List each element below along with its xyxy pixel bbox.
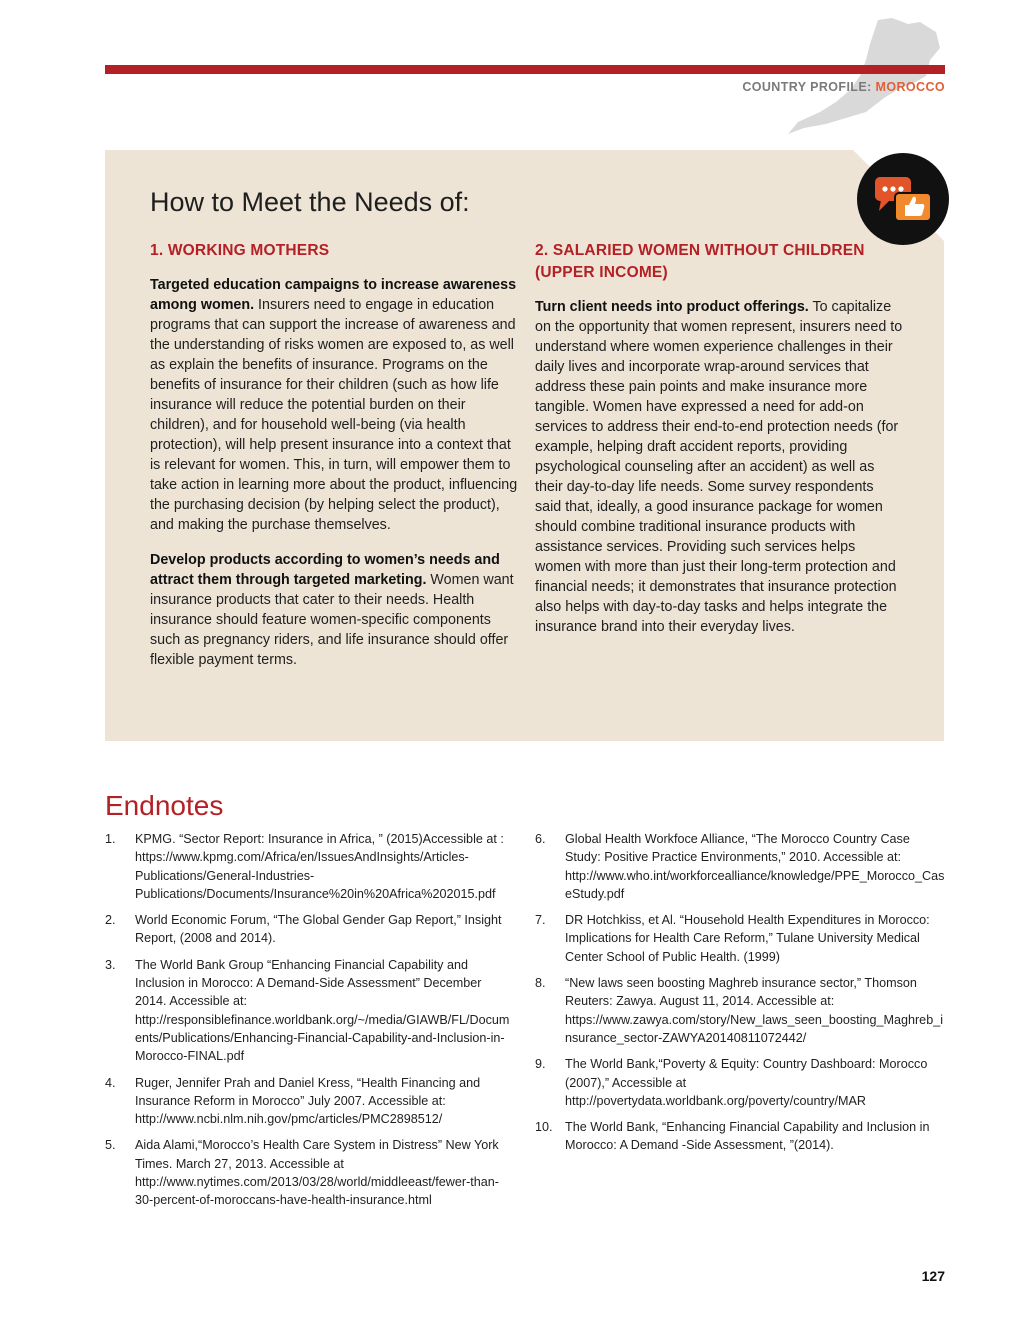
- working-mothers-column: [150, 240, 518, 670]
- endnote-text: DR Hotchkiss, et Al. “Household Health Expenditures in Morocco: Implications for Health Care Reform,” Tulane University Medical Center School of Public Health. (1999): [565, 913, 930, 964]
- endnote-item: [105, 1074, 515, 1129]
- country-name: MOROCCO: [875, 80, 945, 94]
- client-needs-paragraph: [535, 297, 903, 637]
- client-needs-lead: Turn client needs into product offerings.: [535, 299, 809, 315]
- page-number: 127: [921, 1268, 945, 1284]
- endnote-number: 5.: [105, 1138, 116, 1153]
- endnote-text: The World Bank,“Poverty & Equity: Country Dashboard: Morocco (2007),” Accessible at http://povertydata.worldbank.org/poverty/country/MAR: [565, 1057, 928, 1108]
- endnote-number: 8.: [535, 976, 546, 991]
- endnote-item: [535, 1118, 945, 1155]
- endnote-item: [535, 911, 945, 966]
- endnote-item: [105, 956, 515, 1066]
- education-campaigns-paragraph: [150, 275, 518, 535]
- working-mothers-heading: 1. WORKING MOTHERS: [150, 242, 330, 259]
- country-profile-prefix: COUNTRY PROFILE:: [742, 80, 876, 94]
- education-campaigns-text: Insurers need to engage in education programs that can support the increase of awareness and the understanding of risks women are exposed to, as well as explain the benefits of insurance. Programs on the benefits of insurance for their children (such as how life insurance will reduce the potential burden on their children), and for household well-being (via health protection), will help present insurance into a context that is relevant for women. This, in turn, will empower them to take action in learning more about the product, influencing the purchasing decision (by helping select the product), and making the purchase themselves.: [150, 297, 518, 533]
- endnote-text: KPMG. “Sector Report: Insurance in Africa, ” (2015)Accessible at : https://www.kpmg.com/Africa/en/IssuesAndInsights/Articles-Publications/General-Industries-Publications/Documents/Insurance%20in%20Africa%202015.pdf: [135, 832, 504, 901]
- endnote-item: [105, 1136, 515, 1209]
- endnote-number: 3.: [105, 957, 116, 972]
- endnote-text: World Economic Forum, “The Global Gender Gap Report,” Insight Report, (2008 and 2014).: [135, 913, 502, 946]
- endnote-number: 9.: [535, 1057, 546, 1072]
- endnote-item: [105, 830, 515, 903]
- endnote-text: The World Bank, “Enhancing Financial Capability and Inclusion in Morocco: A Demand -Side Assessment, ”(2014).: [565, 1120, 930, 1153]
- endnote-item: [535, 1055, 945, 1110]
- endnote-number: 7.: [535, 913, 546, 928]
- endnote-text: “New laws seen boosting Maghreb insurance sector,” Thomson Reuters: Zawya. August 11, 2014. Accessible at: https://www.zawya.com/story/New_laws_seen_boosting_Maghreb_insurance_sector-ZAWYA20140811072442/: [565, 976, 943, 1045]
- endnote-text: Ruger, Jennifer Prah and Daniel Kress, “Health Financing and Insurance Reform in Morocco” July 2007. Accessible at: http://www.ncbi.nlm.nih.gov/pmc/articles/PMC2898512/: [135, 1075, 481, 1127]
- develop-products-paragraph: [150, 550, 518, 670]
- morocco-map-silhouette: [780, 14, 950, 140]
- develop-products-text: Women want insurance products that cater to their needs. Health insurance should feature women-specific components such as pregnancy riders, and life insurance should offer flexible payment terms.: [150, 572, 514, 668]
- develop-products-lead: Develop products according to women’s needs and attract them through targeted marketing.: [150, 552, 500, 588]
- endnote-item: [535, 974, 945, 1047]
- endnote-text: The World Bank Group “Enhancing Financial Capability and Inclusion in Morocco: A Demand-Side Assessment” December 2014. Accessible at: http://responsiblefinance.worldbank.org/~/media/GIAWB/FL/Documents/Publications/Enhancing-Financial-Capability-and-Inclusion-in-Morocco-FINAL.pdf: [135, 957, 510, 1064]
- endnote-number: 2.: [105, 913, 116, 928]
- client-needs-text: To capitalize on the opportunity that women represent, insurers need to understand where women experience challenges in their daily lives and incorporate wrap-around services that address these pain points and make insurance more tangible. Women have expressed a need for add-on services to address their end-to-end protection needs (for example, helping draft accident reports, providing psychological counseling after an accident) as well as their day-to-day life needs. Some survey respondents said that, ideally, a good insurance package for women should combine traditional insurance products with assistance services. Providing such services helps women with more than just their long-term protection and financial needs; it demonstrates that insurance protection also helps with day-to-day tasks and helps integrate the insurance brand into their everyday lives.: [535, 299, 903, 635]
- education-campaigns-lead: Targeted education campaigns to increase awareness among women.: [150, 277, 517, 313]
- header-rule: [105, 65, 945, 74]
- endnote-number: 4.: [105, 1075, 116, 1090]
- endnote-text: Global Health Workfoce Alliance, “The Morocco Country Case Study: Positive Practice Environments,” 2010. Accessible at: http://www.who.int/workforcealliance/knowledge/PPE_Morocco_CaseStudy.pdf: [565, 832, 945, 901]
- box-title: How to Meet the Needs of:: [150, 187, 470, 217]
- endnote-item: [535, 830, 945, 903]
- endnotes-list-left: [105, 830, 515, 1218]
- chat-bubbles-thumbs-up-icon: [857, 153, 949, 245]
- endnote-number: 6.: [535, 832, 546, 846]
- country-profile-label: [742, 80, 945, 94]
- endnotes-list-right: [535, 830, 945, 1163]
- endnotes-title: Endnotes: [105, 790, 224, 821]
- endnote-item: [105, 911, 515, 948]
- endnote-number: 1.: [105, 832, 116, 846]
- endnote-text: Aida Alami,“Morocco’s Health Care System in Distress” New York Times. March 27, 2013. Accessible at http://www.nytimes.com/2013/03/28/world/middleeast/fewer-than-30-percent-of-moroccans-have-health-insurance.html: [135, 1138, 499, 1208]
- endnote-number: 10.: [535, 1120, 553, 1135]
- salaried-women-column: [535, 240, 903, 637]
- salaried-women-heading: 2. SALARIED WOMEN WITHOUT CHILDREN (UPPER INCOME): [535, 242, 865, 281]
